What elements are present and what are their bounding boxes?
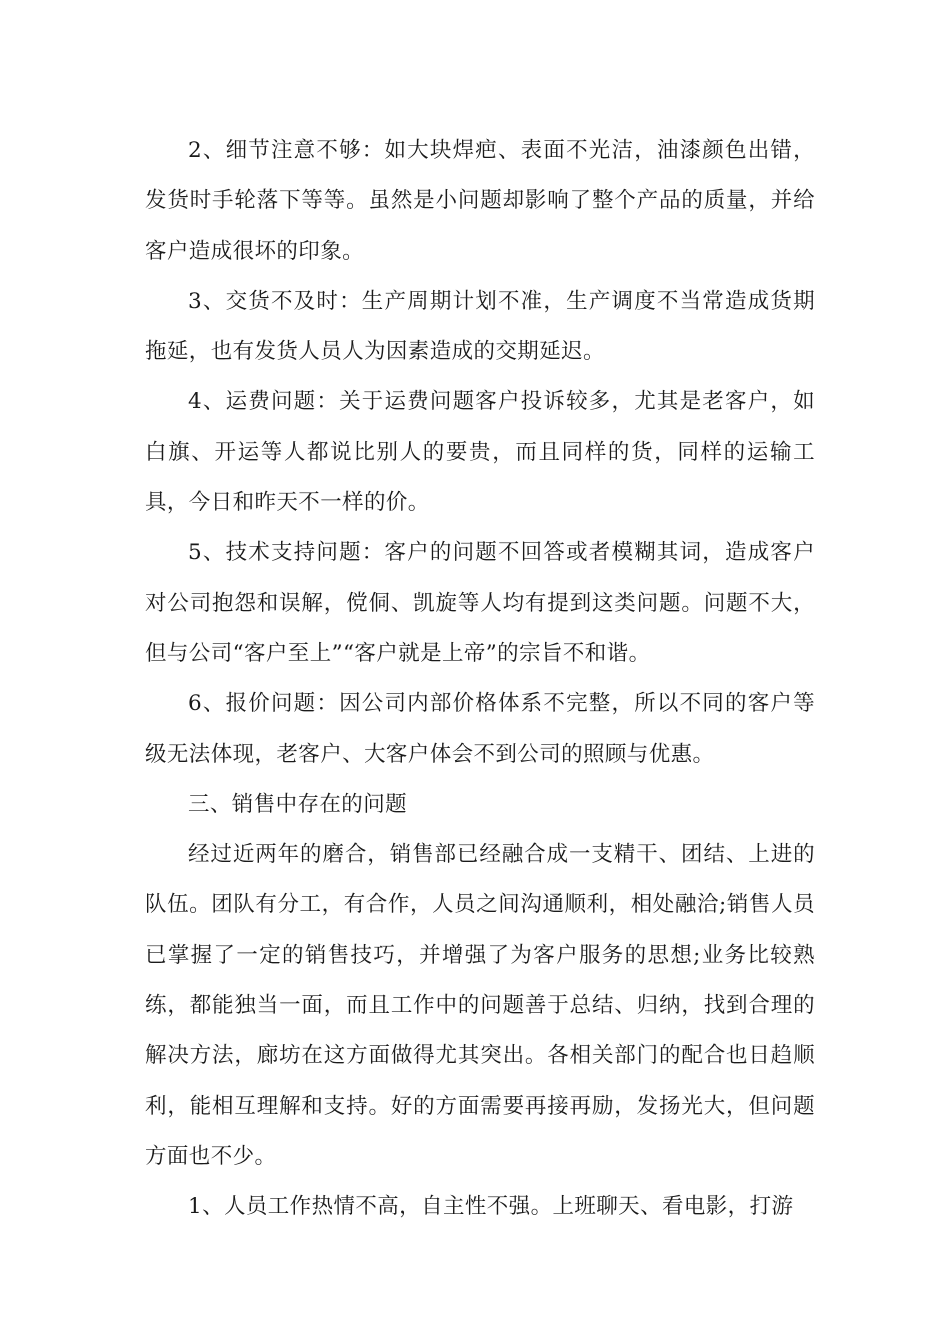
section-heading-sales-problems: 三、销售中存在的问题 xyxy=(188,791,408,817)
paragraph-quotation: 6、报价问题：因公司内部价格体系不完整，所以不同的客户等级无法体现，老客户、大客户体会不到公司的照顾与优惠。 xyxy=(145,691,815,767)
paragraph-delivery-delay: 3、交货不及时：生产周期计划不准，生产调度不当常造成货期拖延，也有发货人员人为因素造成的交期延迟。 xyxy=(145,288,815,365)
paragraph-staff-enthusiasm: 1、人员工作热情不高，自主性不强。上班聊天、看电影，打游 xyxy=(188,1194,794,1220)
paragraph-detail-attention: 2、细节注意不够：如大块焊疤、表面不光洁，油漆颜色出错，发货时手轮落下等等。虽然是小问题却影响了整个产品的质量，并给客户造成很坏的印象。 xyxy=(145,138,815,264)
paragraph-team-overview: 经过近两年的磨合，销售部已经融合成一支精干、团结、上进的队伍。团队有分工，有合作，人员之间沟通顺利，相处融洽;销售人员已掌握了一定的销售技巧，并增强了为客户服务的思想;业务比较熟练，都能独当一面，而且工作中的问题善于总结、归纳，找到合理的解决方法，廊坊在这方面做得尤其突出。各相关部门的配合也日趋顺利，能相互理解和支持。好的方面需要再接再励，发扬光大，但问题方面也不少。 xyxy=(145,842,815,1169)
document-body xyxy=(145,126,815,1233)
paragraph-freight-issue: 4、运费问题：关于运费问题客户投诉较多，尤其是老客户，如白旗、开运等人都说比别人的要贵，而且同样的货，同样的运输工具，今日和昨天不一样的价。 xyxy=(145,389,815,516)
paragraph-tech-support: 5、技术支持问题：客户的问题不回答或者模糊其词，造成客户对公司抱怨和误解，傥侗、凯旋等人均有提到这类问题。问题不大，但与公司“客户至上”“客户就是上帝”的宗旨不和谐。 xyxy=(145,540,815,666)
